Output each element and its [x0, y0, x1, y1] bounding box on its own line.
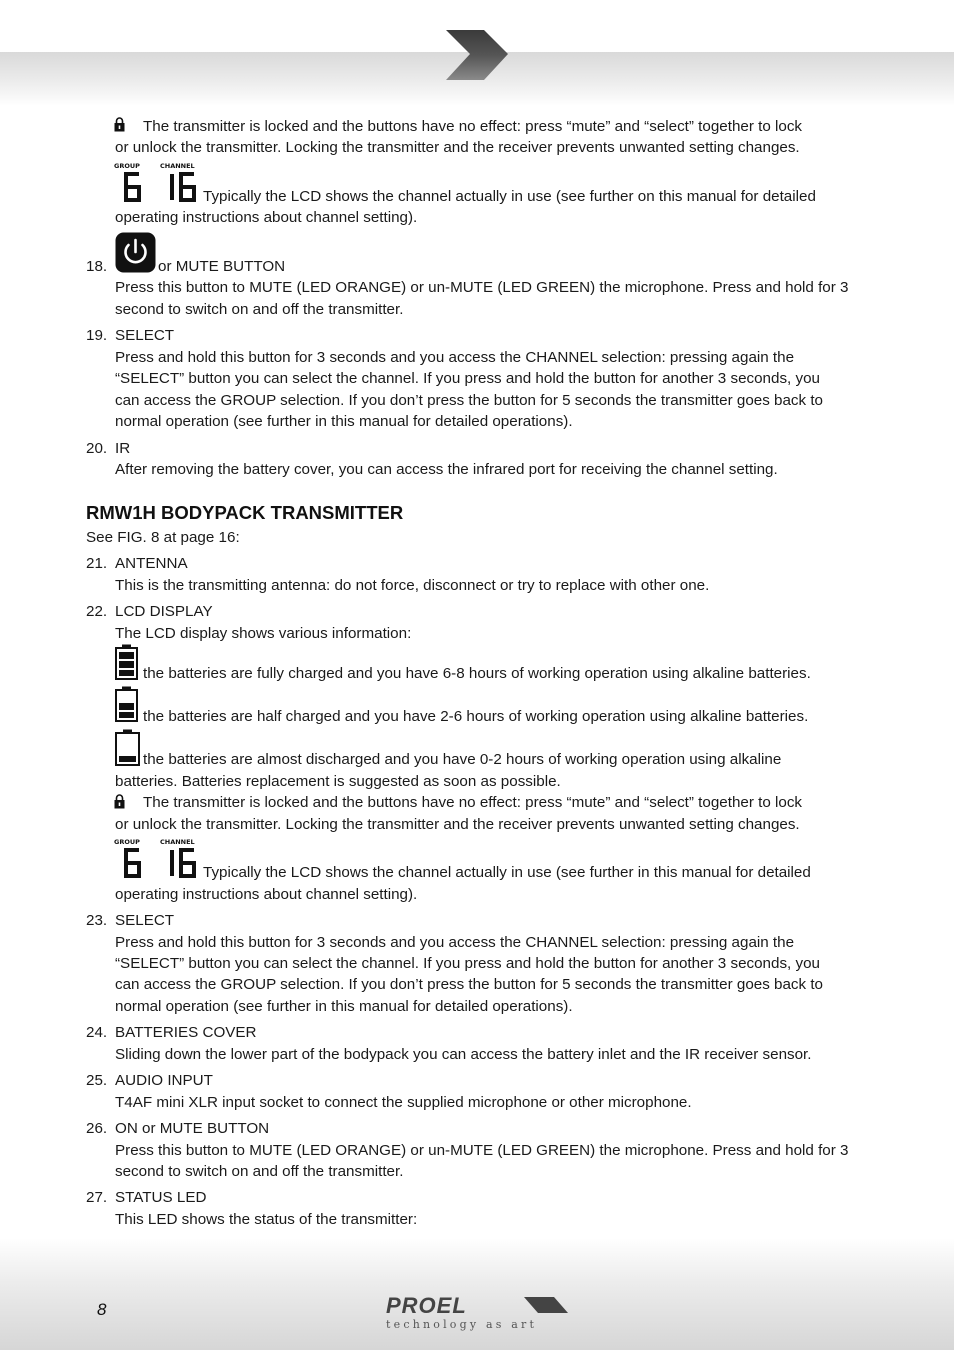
item-body-line: second to switch on and off the transmitter. [115, 1163, 404, 1180]
page-number: 8 [97, 1300, 107, 1319]
item-title: SELECT [115, 912, 175, 929]
chevron-right-icon [444, 28, 510, 82]
item-body-line: Press this button to MUTE (LED ORANGE) or un-MUTE (LED GREEN) the microphone. Press and hold for 3 [115, 1142, 849, 1159]
lock-icon [114, 794, 125, 809]
item-body-line: “SELECT” button you can select the channel. If you press and hold the button for another 3 seconds, you [115, 370, 820, 387]
item-number: 24. [86, 1024, 108, 1041]
item-body-line: This is the transmitting antenna: do not force, disconnect or try to replace with other one. [115, 577, 710, 594]
item-body-line: The LCD display shows various information: [115, 625, 412, 642]
svg-text:PROEL: PROEL [386, 1293, 467, 1318]
item-body-line: normal operation (see further in this manual for detailed operations). [115, 413, 573, 430]
item-title: or MUTE BUTTON [158, 258, 286, 275]
lcd-description: Typically the LCD shows the channel actually in use (see further on this manual for detailed [203, 188, 816, 205]
item-title: IR [115, 440, 131, 457]
lcd-channel-label: CHANNEL [160, 162, 195, 170]
item-title: SELECT [115, 327, 175, 344]
lock-description-cont: or unlock the transmitter. Locking the transmitter and the receiver prevents unwanted setting changes. [115, 816, 800, 833]
lock-icon [114, 117, 125, 132]
power-button-icon [115, 232, 156, 273]
lcd-group-label: GROUP [114, 162, 140, 170]
item-number: 19. [86, 327, 108, 344]
item-title: STATUS LED [115, 1189, 207, 1206]
item-number: 21. [86, 555, 108, 572]
item-body-line: normal operation (see further in this manual for detailed operations). [115, 998, 573, 1015]
battery-low-text: the batteries are almost discharged and you have 0-2 hours of working operation using alkaline [143, 751, 782, 768]
battery-full-text: the batteries are fully charged and you have 6-8 hours of working operation using alkaline batteries. [143, 665, 811, 682]
battery-half-text: the batteries are half charged and you have 2-6 hours of working operation using alkaline batteries. [143, 708, 809, 725]
lcd-description: Typically the LCD shows the channel actually in use (see further in this manual for detailed [203, 864, 811, 881]
lcd-group-label: GROUP [114, 838, 140, 846]
battery-half-icon [115, 686, 138, 722]
item-body-line: Press this button to MUTE (LED ORANGE) or un-MUTE (LED GREEN) the microphone. Press and hold for 3 [115, 279, 849, 296]
item-body-line: Sliding down the lower part of the bodypack you can access the battery inlet and the IR receiver sensor. [115, 1046, 812, 1063]
battery-full-icon [115, 644, 138, 680]
item-body-line: T4AF mini XLR input socket to connect the supplied microphone or other microphone. [115, 1094, 692, 1111]
lcd-description-cont: operating instructions about channel setting). [115, 209, 418, 226]
battery-low-icon [115, 729, 140, 766]
item-body-line: Press and hold this button for 3 seconds and you access the CHANNEL selection: pressing again the [115, 934, 795, 951]
lock-description: The transmitter is locked and the buttons have no effect: press “mute” and “select” together to lock [143, 794, 803, 811]
item-body-line: Press and hold this button for 3 seconds and you access the CHANNEL selection: pressing again the [115, 349, 795, 366]
lock-description-cont: or unlock the transmitter. Locking the transmitter and the receiver prevents unwanted setting changes. [115, 139, 800, 156]
item-title: ON or MUTE BUTTON [115, 1120, 270, 1137]
item-number: 23. [86, 912, 108, 929]
brand-tagline: technology as art [386, 1318, 538, 1331]
item-number: 20. [86, 440, 108, 457]
figure-reference: See FIG. 8 at page 16: [86, 529, 240, 546]
item-number: 18. [86, 258, 108, 275]
item-number: 22. [86, 603, 108, 620]
item-title: AUDIO INPUT [115, 1072, 213, 1089]
item-body-line: “SELECT” button you can select the channel. If you press and hold the button for another 3 seconds, you [115, 955, 820, 972]
item-number: 25. [86, 1072, 108, 1089]
item-number: 27. [86, 1189, 108, 1206]
item-title: ANTENNA [115, 555, 188, 572]
item-title: BATTERIES COVER [115, 1024, 257, 1041]
lock-description: The transmitter is locked and the buttons have no effect: press “mute” and “select” together to lock [143, 118, 803, 135]
item-title: LCD DISPLAY [115, 603, 213, 620]
item-number: 26. [86, 1120, 108, 1137]
item-body-line: can access the GROUP selection. If you don’t press the button for 5 seconds the transmitter goes back to [115, 392, 823, 409]
lcd-channel-label: CHANNEL [160, 838, 195, 846]
item-body-line: can access the GROUP selection. If you don’t press the button for 5 seconds the transmitter goes back to [115, 976, 823, 993]
section-heading: RMW1H BODYPACK TRANSMITTER [86, 502, 404, 523]
item-body-line: After removing the battery cover, you can access the infrared port for receiving the channel setting. [115, 461, 778, 478]
lcd-description-cont: operating instructions about channel setting). [115, 886, 418, 903]
item-body-line: second to switch on and off the transmitter. [115, 301, 404, 318]
item-body-line: This LED shows the status of the transmitter: [115, 1211, 418, 1228]
battery-low-text-cont: batteries. Batteries replacement is suggested as soon as possible. [115, 773, 561, 790]
